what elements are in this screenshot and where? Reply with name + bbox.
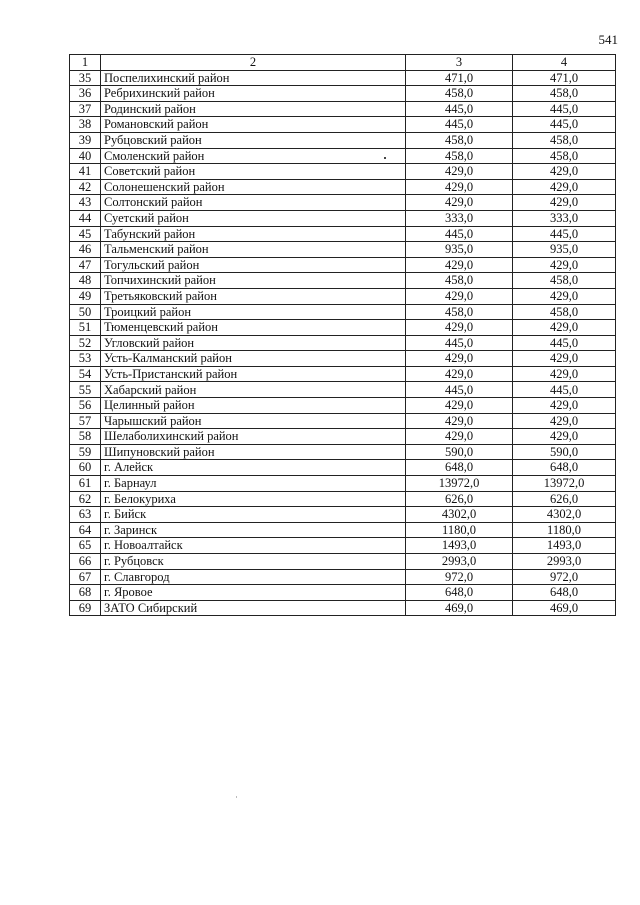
district-name: Поспелихинский район [101,70,406,86]
row-number: 47 [70,257,101,273]
district-name: г. Бийск [101,507,406,523]
table-row [70,413,616,429]
value-column-3: 445,0 [406,117,513,133]
table-row [70,335,616,351]
value-column-4: 13972,0 [513,476,616,492]
value-column-4: 445,0 [513,117,616,133]
district-name: Смоленский район [101,148,406,164]
district-name: Чарышский район [101,413,406,429]
district-name: Шелаболихинский район [101,429,406,445]
table-row [70,366,616,382]
value-column-3: 626,0 [406,491,513,507]
district-name: г. Заринск [101,522,406,538]
value-column-4: 2993,0 [513,554,616,570]
column-header: 1 [70,55,101,71]
table-row [70,600,616,616]
value-column-3: 445,0 [406,226,513,242]
value-column-4: 469,0 [513,600,616,616]
row-number: 53 [70,351,101,367]
value-column-4: 429,0 [513,257,616,273]
district-name: г. Яровое [101,585,406,601]
row-number: 39 [70,132,101,148]
district-name: Троицкий район [101,304,406,320]
table-row [70,288,616,304]
value-column-4: 429,0 [513,320,616,336]
row-number: 45 [70,226,101,242]
district-name: Усть-Пристанский район [101,366,406,382]
value-column-3: 429,0 [406,195,513,211]
district-name: Топчихинский район [101,273,406,289]
value-column-3: 1180,0 [406,522,513,538]
value-column-3: 4302,0 [406,507,513,523]
row-number: 61 [70,476,101,492]
row-number: 40 [70,148,101,164]
district-name: Тогульский район [101,257,406,273]
table-row [70,242,616,258]
value-column-4: 333,0 [513,210,616,226]
scan-speck [236,796,237,798]
value-column-3: 458,0 [406,304,513,320]
district-name: г. Рубцовск [101,554,406,570]
value-column-3: 2993,0 [406,554,513,570]
value-column-4: 471,0 [513,70,616,86]
district-name: Суетский район [101,210,406,226]
value-column-3: 445,0 [406,382,513,398]
district-name: Рубцовский район [101,132,406,148]
table-row [70,132,616,148]
value-column-3: 13972,0 [406,476,513,492]
value-column-4: 648,0 [513,460,616,476]
value-column-4: 445,0 [513,226,616,242]
scan-speck [384,157,386,159]
value-column-3: 429,0 [406,288,513,304]
value-column-3: 429,0 [406,351,513,367]
row-number: 43 [70,195,101,211]
row-number: 49 [70,288,101,304]
value-column-4: 429,0 [513,288,616,304]
district-name: Солтонский район [101,195,406,211]
value-column-4: 429,0 [513,179,616,195]
district-name: г. Новоалтайск [101,538,406,554]
table-row [70,398,616,414]
district-name: Хабарский район [101,382,406,398]
value-column-4: 429,0 [513,366,616,382]
district-name: Родинский район [101,101,406,117]
value-column-4: 458,0 [513,132,616,148]
district-name: Целинный район [101,398,406,414]
district-name: Тальменский район [101,242,406,258]
value-column-3: 469,0 [406,600,513,616]
table-row [70,444,616,460]
table-row [70,148,616,164]
table-row [70,164,616,180]
page-number: 541 [598,32,618,47]
value-column-3: 429,0 [406,164,513,180]
value-column-3: 429,0 [406,366,513,382]
table-row [70,569,616,585]
table-row [70,476,616,492]
value-column-3: 429,0 [406,179,513,195]
value-column-3: 429,0 [406,398,513,414]
row-number: 36 [70,86,101,102]
value-column-3: 648,0 [406,460,513,476]
value-column-4: 429,0 [513,413,616,429]
district-name: Табунский район [101,226,406,242]
value-column-3: 972,0 [406,569,513,585]
table-row [70,585,616,601]
row-number: 69 [70,600,101,616]
value-column-4: 458,0 [513,86,616,102]
column-header: 2 [101,55,406,71]
row-number: 56 [70,398,101,414]
row-number: 37 [70,101,101,117]
table-row [70,320,616,336]
row-number: 59 [70,444,101,460]
table-row [70,70,616,86]
value-column-3: 471,0 [406,70,513,86]
table-row [70,273,616,289]
value-column-3: 429,0 [406,257,513,273]
value-column-3: 429,0 [406,429,513,445]
value-column-4: 458,0 [513,304,616,320]
row-number: 46 [70,242,101,258]
row-number: 64 [70,522,101,538]
table-row [70,522,616,538]
value-column-4: 972,0 [513,569,616,585]
value-column-3: 648,0 [406,585,513,601]
district-name: Усть-Калманский район [101,351,406,367]
value-column-3: 445,0 [406,335,513,351]
column-header: 4 [513,55,616,71]
value-column-3: 1493,0 [406,538,513,554]
row-number: 55 [70,382,101,398]
table-row [70,179,616,195]
table-row [70,195,616,211]
column-header: 3 [406,55,513,71]
row-number: 67 [70,569,101,585]
row-number: 44 [70,210,101,226]
row-number: 41 [70,164,101,180]
table-row [70,382,616,398]
row-number: 68 [70,585,101,601]
value-column-4: 429,0 [513,398,616,414]
value-column-4: 445,0 [513,101,616,117]
value-column-3: 458,0 [406,132,513,148]
row-number: 35 [70,70,101,86]
district-name: ЗАТО Сибирский [101,600,406,616]
value-column-3: 458,0 [406,148,513,164]
value-column-4: 4302,0 [513,507,616,523]
value-column-3: 445,0 [406,101,513,117]
row-number: 52 [70,335,101,351]
table-row [70,304,616,320]
table-row [70,507,616,523]
district-name: г. Барнаул [101,476,406,492]
value-column-4: 1180,0 [513,522,616,538]
row-number: 62 [70,491,101,507]
district-name: г. Алейск [101,460,406,476]
row-number: 42 [70,179,101,195]
district-name: Солонешенский район [101,179,406,195]
table-row [70,86,616,102]
table-body [70,70,616,616]
header-row [70,55,616,71]
value-column-4: 1493,0 [513,538,616,554]
row-number: 65 [70,538,101,554]
table-row [70,210,616,226]
district-name: Ребрихинский район [101,86,406,102]
value-column-4: 429,0 [513,351,616,367]
data-table [69,54,616,616]
row-number: 58 [70,429,101,445]
row-number: 50 [70,304,101,320]
district-name: Угловский район [101,335,406,351]
value-column-4: 429,0 [513,164,616,180]
table-row [70,257,616,273]
value-column-4: 429,0 [513,429,616,445]
value-column-3: 935,0 [406,242,513,258]
value-column-4: 458,0 [513,273,616,289]
value-column-3: 590,0 [406,444,513,460]
value-column-3: 458,0 [406,86,513,102]
row-number: 38 [70,117,101,133]
row-number: 66 [70,554,101,570]
row-number: 60 [70,460,101,476]
row-number: 63 [70,507,101,523]
value-column-4: 445,0 [513,335,616,351]
district-name: Шипуновский район [101,444,406,460]
table-row [70,101,616,117]
value-column-4: 626,0 [513,491,616,507]
district-name: Третьяковский район [101,288,406,304]
value-column-4: 648,0 [513,585,616,601]
table-row [70,351,616,367]
table-row [70,538,616,554]
table-row [70,429,616,445]
value-column-4: 935,0 [513,242,616,258]
table-row [70,460,616,476]
row-number: 51 [70,320,101,336]
district-name: г. Славгород [101,569,406,585]
value-column-3: 429,0 [406,320,513,336]
district-name: г. Белокуриха [101,491,406,507]
district-name: Тюменцевский район [101,320,406,336]
value-column-3: 333,0 [406,210,513,226]
table-row [70,117,616,133]
value-column-3: 458,0 [406,273,513,289]
value-column-4: 445,0 [513,382,616,398]
district-name: Советский район [101,164,406,180]
table-row [70,554,616,570]
value-column-4: 429,0 [513,195,616,211]
row-number: 57 [70,413,101,429]
table-row [70,491,616,507]
row-number: 54 [70,366,101,382]
table-row [70,226,616,242]
row-number: 48 [70,273,101,289]
value-column-3: 429,0 [406,413,513,429]
value-column-4: 590,0 [513,444,616,460]
value-column-4: 458,0 [513,148,616,164]
district-name: Романовский район [101,117,406,133]
